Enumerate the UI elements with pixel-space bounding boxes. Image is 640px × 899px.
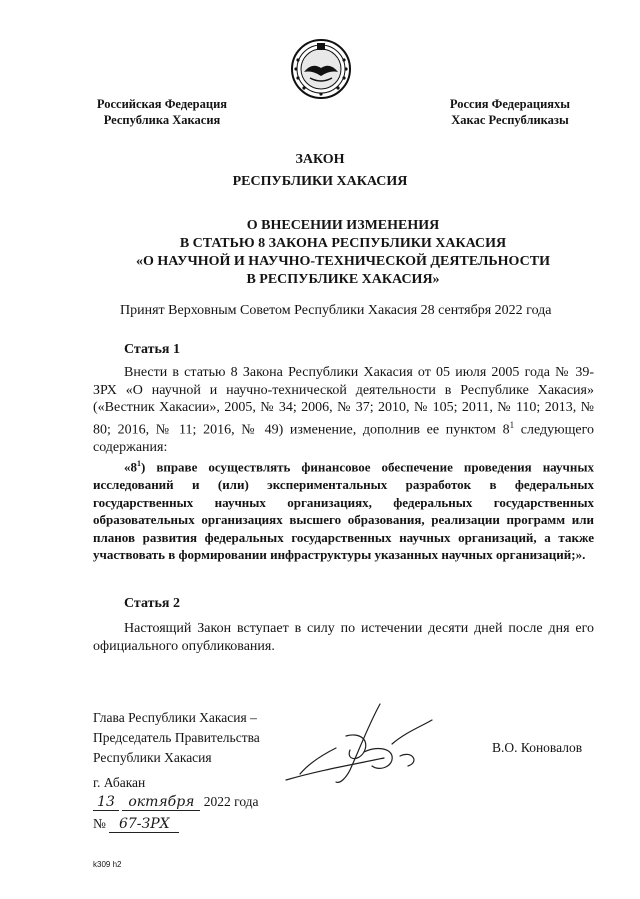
- signatory-line2: Председатель Правительства: [93, 730, 260, 745]
- article-1-sup: 1: [509, 419, 515, 430]
- law-subject-line2: В СТАТЬЮ 8 ЗАКОНА РЕСПУБЛИКИ ХАКАСИЯ: [179, 236, 507, 251]
- footer-code: k309 h2: [93, 860, 122, 869]
- signatory-name: В.О. Коновалов: [492, 740, 583, 755]
- adoption-note: Принят Верховным Советом Республики Хакасия 28 сентября 2022 года: [120, 303, 552, 318]
- law-subject-line3: «О НАУЧНОЙ И НАУЧНО-ТЕХНИЧЕСКОЙ ДЕЯТЕЛЬНОСТИ: [136, 254, 550, 269]
- handwritten-signature: [280, 696, 450, 792]
- quote-text: ) вправе осуществлять финансовое обеспечение проведения научных исследований и (или) экспериментальных разработок в федеральных государственных научных организациях, федеральных государственных образовательных организациях высшего образования, реализации программ или планов развития федеральных государственных научных организаций, а также участвовать в формировании инфраструктуры указанных научных организаций;».: [93, 459, 594, 563]
- article-1-heading: Статья 1: [124, 342, 180, 357]
- quote-sup: 1: [137, 459, 141, 468]
- coat-of-arms-emblem: [290, 38, 352, 100]
- quote-open: «8: [124, 459, 137, 475]
- article-1-text: [93, 364, 594, 457]
- article-2-heading: Статья 2: [124, 596, 180, 611]
- city: г. Абакан: [93, 775, 146, 790]
- law-title-republic: РЕСПУБЛИКИ ХАКАСИЯ: [232, 174, 408, 189]
- header-left: [92, 96, 232, 128]
- header-left-line1: Российская Федерация: [96, 97, 228, 111]
- date-day: 13: [93, 794, 119, 811]
- article-2-body: Настоящий Закон вступает в силу по истечении десяти дней после дня его официального опубликования.: [93, 621, 594, 654]
- signatory-line1: Глава Республики Хакасия –: [93, 710, 257, 725]
- article-2-text: [93, 620, 594, 655]
- date-month: октября: [122, 794, 200, 811]
- article-1-tail: следующего содержания:: [93, 422, 594, 456]
- law-number: [93, 816, 179, 833]
- signatory-line3: Республики Хакасия: [93, 750, 212, 765]
- law-title: ЗАКОН: [295, 152, 345, 167]
- header-right-line2: Хакас Республиказы: [451, 113, 569, 127]
- number-value: 67-ЗРХ: [109, 816, 179, 833]
- date-year: 2022 года: [203, 794, 259, 809]
- signatory-title: [93, 708, 260, 768]
- article-1-body: Внести в статью 8 Закона Республики Хакасия от 05 июля 2005 года № 39-ЗРХ «О научной и научно-технической деятельности в Республике Хакасия» («Вестник Хакасии», 2005, № 34; 2006, № 37; 2010, № 105; 2011, № 110; 2013, № 80; 2016, № 11; 2016, № 49) изменение, дополнив ее пунктом 8: [93, 365, 594, 438]
- header-left-line2: Республика Хакасия: [103, 113, 221, 127]
- article-1-quote: [93, 455, 594, 564]
- number-prefix: №: [93, 816, 106, 831]
- law-subject-line1: О ВНЕСЕНИИ ИЗМЕНЕНИЯ: [246, 218, 440, 233]
- law-subject-line4: В РЕСПУБЛИКЕ ХАКАСИЯ»: [246, 272, 440, 287]
- signing-date: [93, 794, 259, 811]
- header-right: [440, 96, 580, 128]
- header-right-line1: Россия Федерацияхы: [449, 97, 571, 111]
